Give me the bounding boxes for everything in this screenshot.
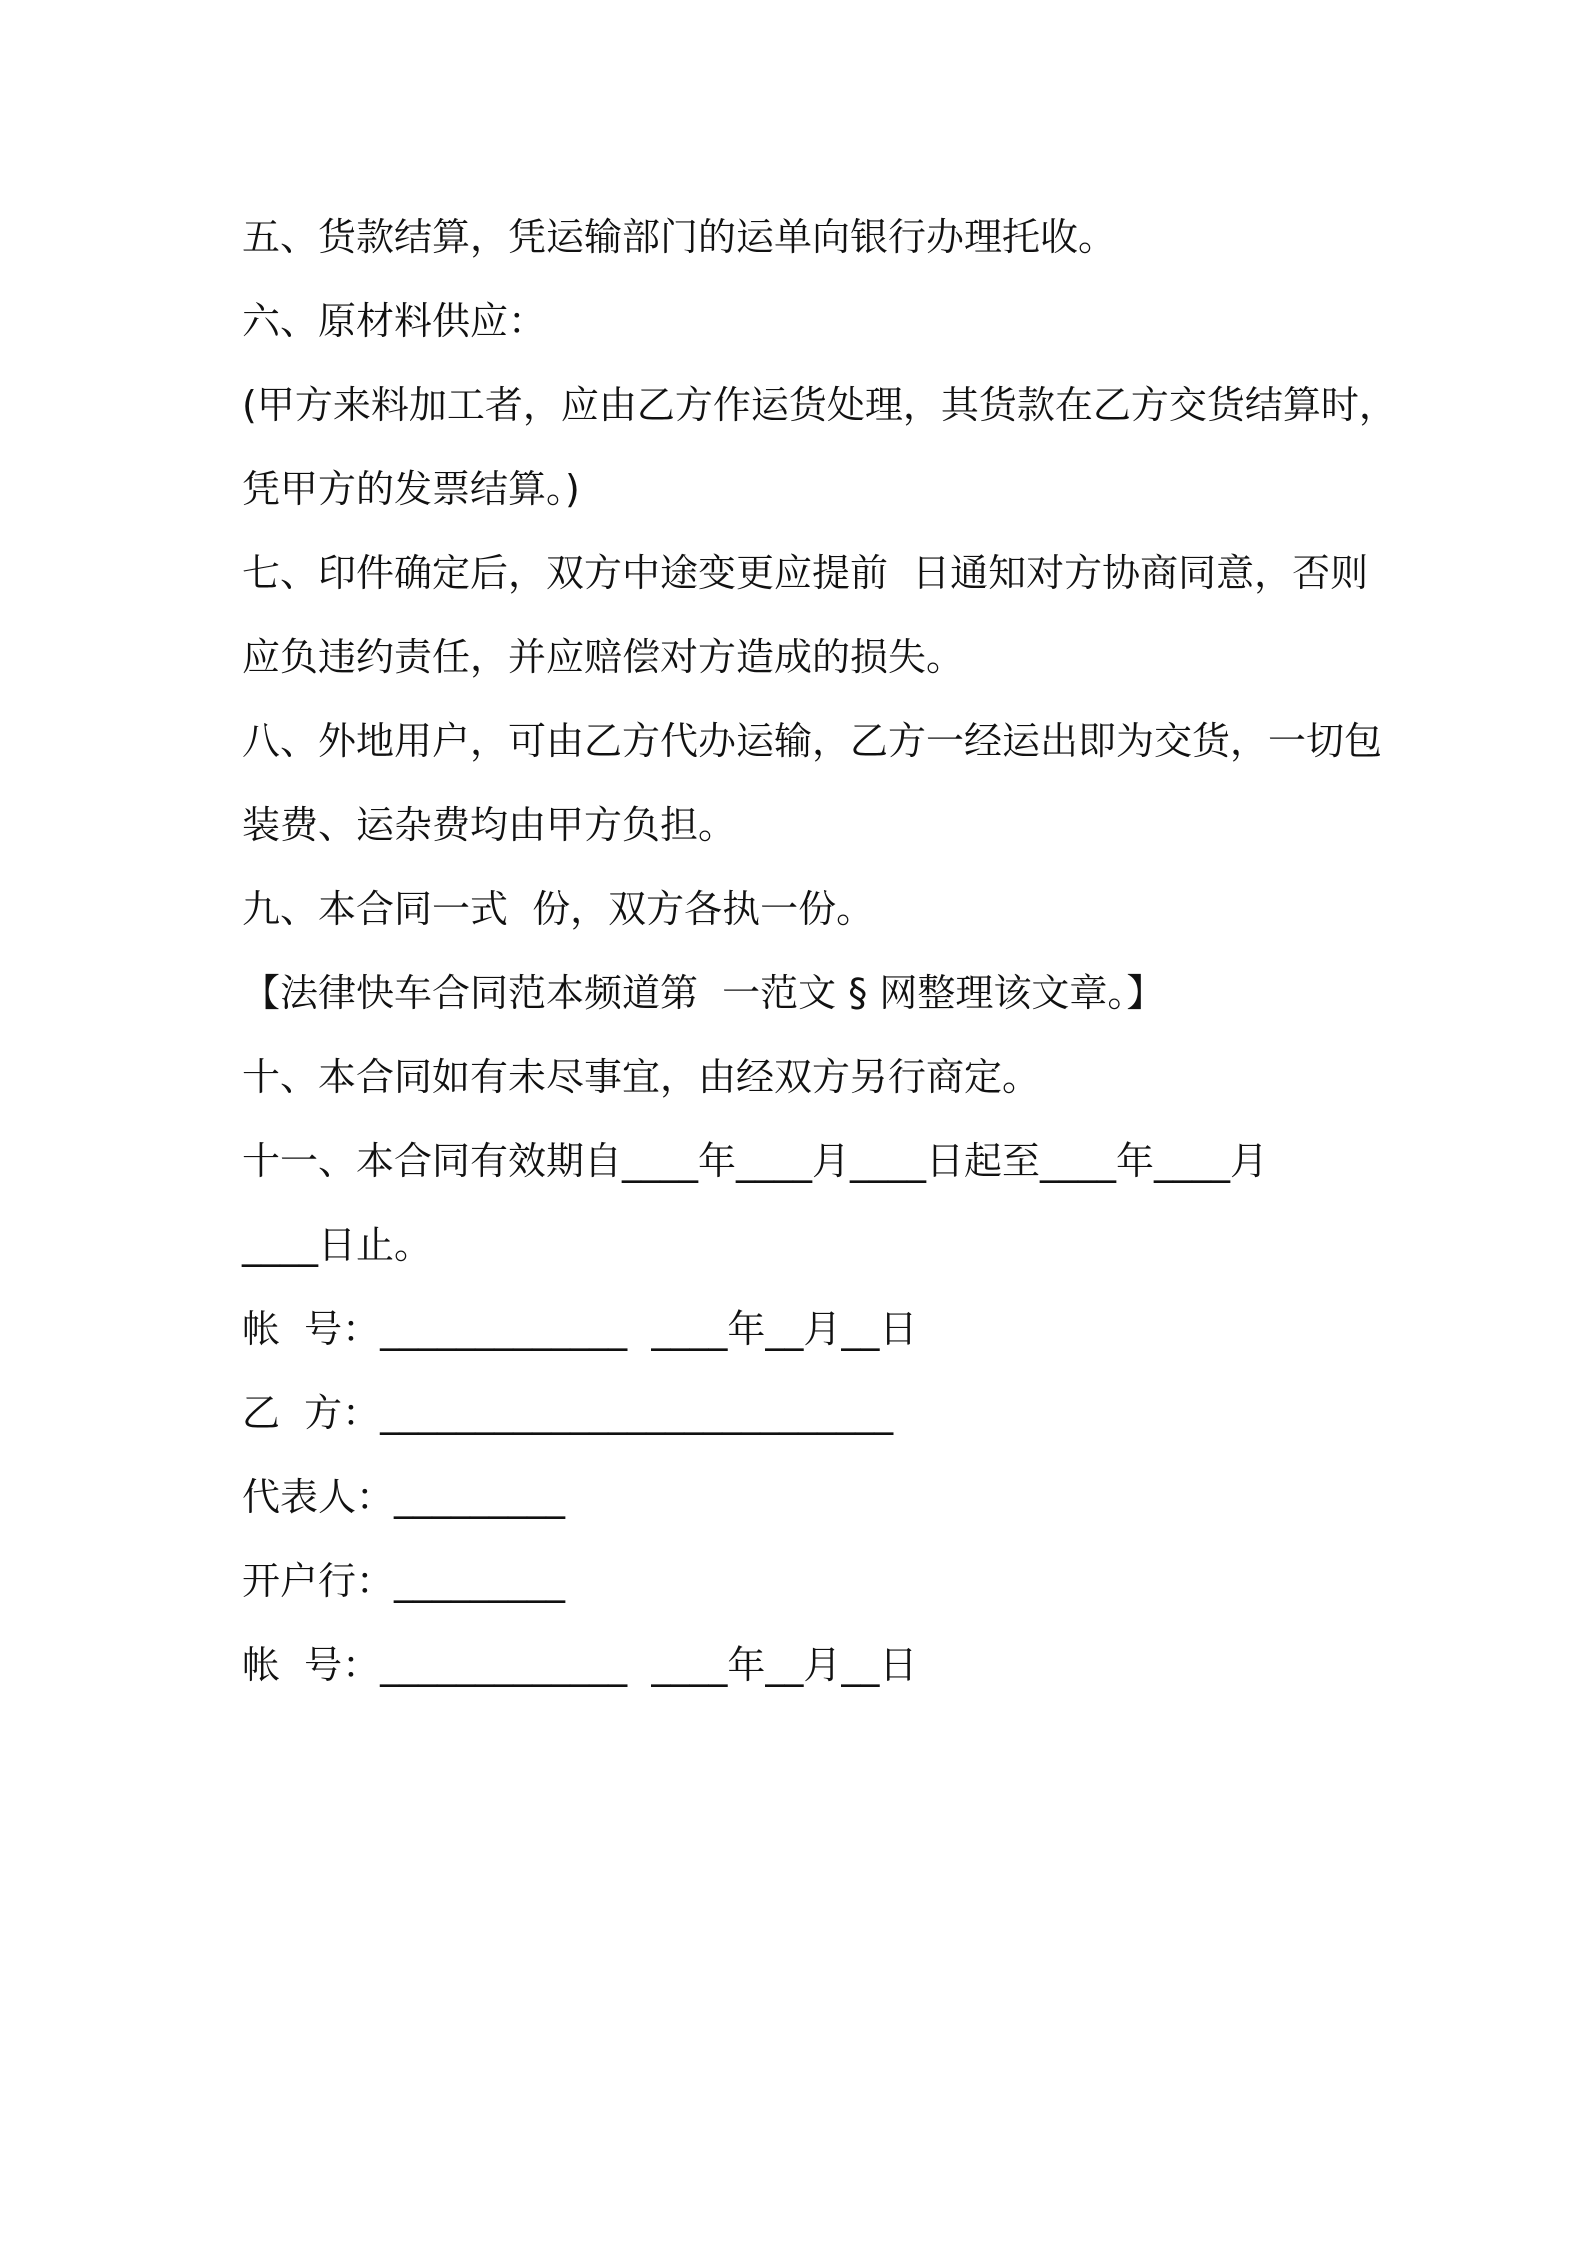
- source-note: 【法律快车合同范本频道第 一范文 § 网整理该文章。】: [242, 971, 1165, 1015]
- bank-field: 开户行：_________: [242, 1559, 566, 1603]
- representative-field: 代表人：_________: [242, 1475, 566, 1519]
- clause-six-title: 六、原材料供应：: [242, 299, 547, 343]
- clause-seven-line-2: 应负违约责任，并应赔偿对方造成的损失。: [242, 635, 965, 679]
- clause-five: 五、货款结算，凭运输部门的运单向银行办理托收。: [242, 215, 1117, 259]
- document-body: [242, 195, 1397, 1707]
- clause-six-note-line-2: 凭甲方的发票结算。): [242, 467, 580, 511]
- clause-six-note-line-1: (甲方来料加工者，应由乙方作运货处理，其货款在乙方交货结算时，: [242, 383, 1397, 427]
- account-number-field-1: 帐 号：_____________ ____年__月__日: [242, 1307, 918, 1351]
- clause-eleven-line-1: 十一、本合同有效期自____年____月____日起至____年____月: [242, 1139, 1269, 1183]
- party-b-field: 乙 方：___________________________: [242, 1391, 894, 1435]
- clause-eight-line-1: 八、外地用户，可由乙方代办运输，乙方一经运出即为交货，一切包: [242, 719, 1383, 763]
- account-number-field-2: 帐 号：_____________ ____年__月__日: [242, 1643, 918, 1687]
- clause-ten: 十、本合同如有未尽事宜，由经双方另行商定。: [242, 1055, 1041, 1099]
- clause-seven-line-1: 七、印件确定后，双方中途变更应提前 日通知对方协商同意，否则: [242, 551, 1369, 595]
- clause-eleven-line-2: ____日止。: [242, 1223, 433, 1267]
- clause-eight-line-2: 装费、运杂费均由甲方负担。: [242, 803, 737, 847]
- clause-nine: 九、本合同一式 份，双方各执一份。: [242, 887, 875, 931]
